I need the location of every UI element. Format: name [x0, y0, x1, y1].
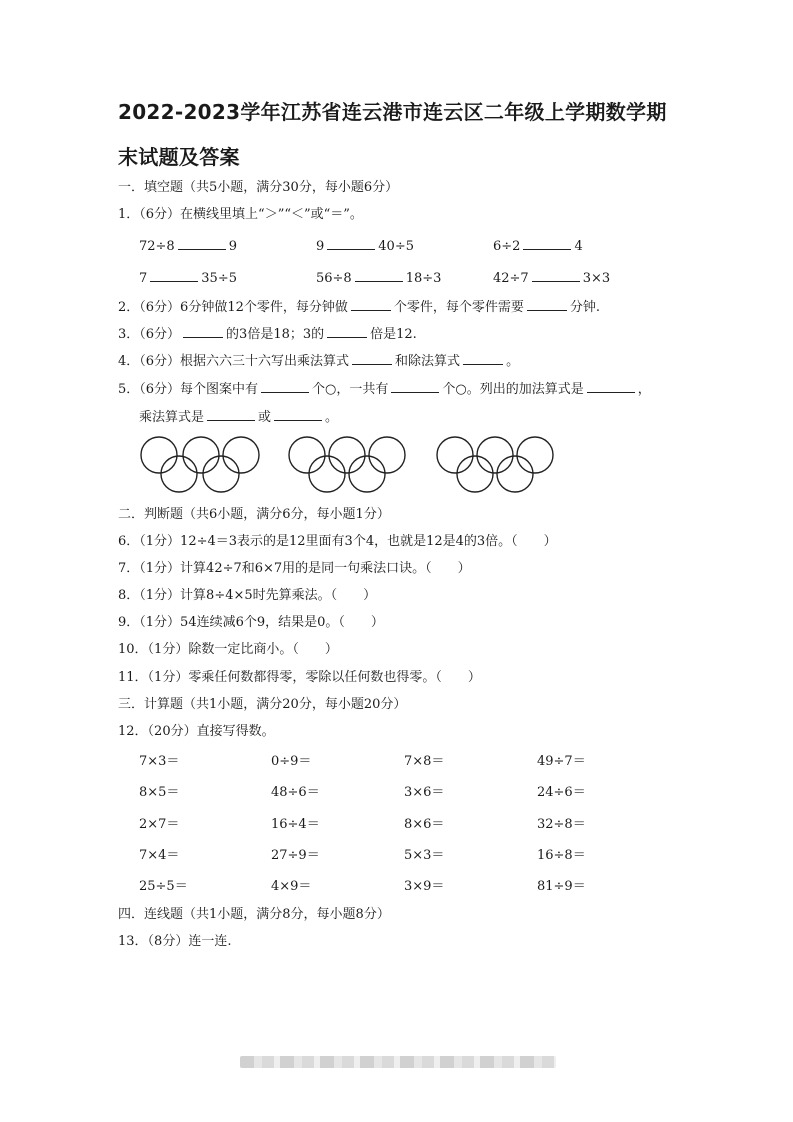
answer-blank[interactable] [178, 237, 226, 250]
answer-blank[interactable] [355, 269, 403, 282]
question-5-cont: 乘法算式是 或 。 [139, 410, 339, 425]
judgement-item: 11．（1分）零乘任何数都得零，零除以任何数也得零。（ ） [118, 670, 481, 685]
answer-blank[interactable] [532, 269, 580, 282]
calc-item: 7×3＝ [139, 754, 180, 769]
ring-circle [369, 437, 405, 473]
calc-item: 48÷6＝ [271, 785, 320, 800]
judgement-item: 6．（1分）12÷4＝3表示的是12里面有3个4，也就是12是4的3倍。（ ） [118, 534, 557, 549]
judgement-item: 8．（1分）计算8÷4×5时先算乘法。（ ） [118, 588, 377, 603]
calc-item: 81÷9＝ [537, 879, 586, 894]
answer-blank[interactable] [351, 298, 391, 311]
ring-group-1 [141, 437, 259, 492]
blurred-footer [240, 1056, 556, 1068]
answer-blank[interactable] [527, 298, 567, 311]
calc-item: 25÷5＝ [139, 879, 188, 894]
section-3-header: 三．计算题（共1小题，满分20分，每小题20分） [118, 697, 407, 712]
ring-circle [161, 456, 197, 492]
answer-blank[interactable] [327, 237, 375, 250]
compare-item: 72÷8 9 [139, 239, 237, 254]
calc-item: 2×7＝ [139, 817, 180, 832]
calc-item: 7×8＝ [404, 754, 445, 769]
section-4-header: 四．连线题（共1小题，满分8分，每小题8分） [118, 907, 390, 922]
calc-item: 32÷8＝ [537, 817, 586, 832]
calc-item: 8×5＝ [139, 785, 180, 800]
compare-item: 6÷2 4 [493, 239, 583, 254]
calc-item: 0÷9＝ [271, 754, 312, 769]
ring-circle [223, 437, 259, 473]
calc-item: 5×3＝ [404, 848, 445, 863]
ring-circle [203, 456, 239, 492]
judgement-item: 10．（1分）除数一定比商小。（ ） [118, 642, 338, 657]
compare-item: 9 40÷5 [316, 239, 414, 254]
calc-item: 16÷4＝ [271, 817, 320, 832]
ring-group-2 [289, 437, 405, 492]
ring-circle [183, 437, 219, 473]
ring-circle [517, 437, 553, 473]
ring-group-3 [437, 437, 553, 492]
compare-item: 42÷7 3×3 [493, 271, 611, 286]
answer-blank[interactable] [261, 380, 309, 393]
answer-blank[interactable] [327, 325, 367, 338]
calc-item: 3×6＝ [404, 785, 445, 800]
ring-circle [141, 437, 177, 473]
question-5: 5．（6分）每个图案中有 个○，一共有 个○。列出的加法算式是 ， [118, 382, 651, 397]
question-12-stem: 12．（20分）直接写得数。 [118, 724, 275, 739]
answer-blank[interactable] [587, 380, 635, 393]
calc-item: 49÷7＝ [537, 754, 586, 769]
calc-item: 8×6＝ [404, 817, 445, 832]
calc-item: 7×4＝ [139, 848, 180, 863]
page-title-line-2: 末试题及答案 [118, 145, 240, 169]
answer-blank[interactable] [523, 237, 571, 250]
answer-blank[interactable] [207, 408, 255, 421]
calc-item: 3×9＝ [404, 879, 445, 894]
ring-circle [289, 437, 325, 473]
compare-item: 56÷8 18÷3 [316, 271, 442, 286]
compare-item: 7 35÷5 [139, 271, 237, 286]
question-2: 2．（6分）6分钟做12个零件，每分钟做 个零件，每个零件需要 分钟. [118, 300, 601, 315]
question-13-stem: 13．（8分）连一连. [118, 934, 232, 949]
question-1-stem: 1．（6分）在横线里填上“＞”“＜”或“＝”。 [118, 207, 363, 222]
answer-blank[interactable] [352, 352, 392, 365]
section-1-header: 一．填空题（共5小题，满分30分，每小题6分） [118, 180, 399, 195]
answer-blank[interactable] [463, 352, 503, 365]
judgement-item: 7．（1分）计算42÷7和6×7用的是同一句乘法口诀。（ ） [118, 561, 471, 576]
ring-circle [309, 456, 345, 492]
ring-circle [497, 456, 533, 492]
ring-circle [477, 437, 513, 473]
answer-blank[interactable] [183, 325, 223, 338]
judgement-item: 9．（1分）54连续减6个9，结果是0。（ ） [118, 615, 384, 630]
question-4: 4．（6分）根据六六三十六写出乘法算式 和除法算式 。 [118, 354, 520, 369]
calc-item: 24÷6＝ [537, 785, 586, 800]
answer-blank[interactable] [274, 408, 322, 421]
calc-item: 16÷8＝ [537, 848, 586, 863]
rings-figure [135, 433, 560, 495]
ring-circle [457, 456, 493, 492]
calc-item: 4×9＝ [271, 879, 312, 894]
page-title-line-1: 2022-2023学年江苏省连云港市连云区二年级上学期数学期 [118, 100, 667, 124]
section-2-header: 二．判断题（共6小题，满分6分，每小题1分） [118, 507, 390, 522]
calc-item: 27÷9＝ [271, 848, 320, 863]
answer-blank[interactable] [150, 269, 198, 282]
question-3: 3．（6分） 的3倍是18；3的 倍是12. [118, 327, 417, 342]
ring-circle [329, 437, 365, 473]
ring-circle [437, 437, 473, 473]
ring-circle [349, 456, 385, 492]
answer-blank[interactable] [391, 380, 439, 393]
